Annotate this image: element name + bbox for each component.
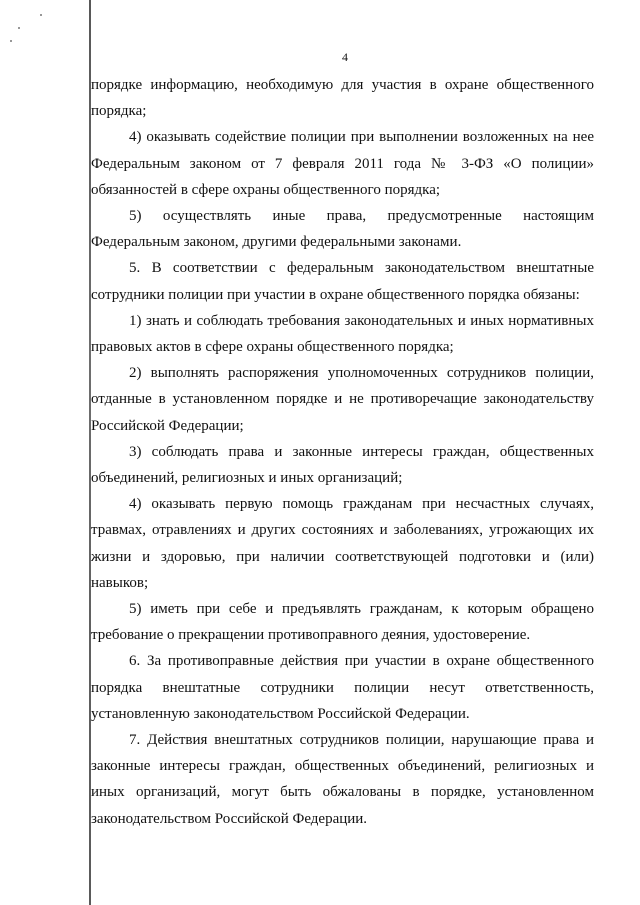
- paragraph: 2) выполнять распоряжения уполномоченных сотрудников полиции, отданные в установленном порядке и не противоречащие законодательству Российской Федерации;: [91, 365, 594, 434]
- paragraph: 5. В соответствии с федеральным законодательством внештатные сотрудники полиции при участии в охране общественного порядка обязаны:: [91, 260, 594, 303]
- paragraph: 4) оказывать содействие полиции при выполнении возложенных на нее Федеральным законом от 7 февраля 2011 года № 3-ФЗ «О полиции» обязанностей в сфере охраны общественного порядка;: [91, 129, 594, 198]
- page-number: 4: [342, 50, 348, 64]
- paragraph: 6. За противоправные действия при участии в охране общественного порядка внештатные сотрудники полиции несут ответственность, установленную законодательством Российской Федерации.: [91, 653, 594, 722]
- paragraph: 4) оказывать первую помощь гражданам при несчастных случаях, травмах, отравлениях и других состояниях и заболеваниях, угрожающих их жизни и здоровью, при наличии соответствующей подготовки и (или) навыков;: [91, 496, 594, 591]
- document-body: [91, 72, 594, 832]
- scan-speck: [10, 40, 12, 42]
- scan-speck: [40, 14, 42, 16]
- paragraph: 3) соблюдать права и законные интересы граждан, общественных объединений, религиозных и иных организаций;: [91, 443, 594, 487]
- paragraph: 1) знать и соблюдать требования законодательных и иных нормативных правовых актов в сфере охраны общественного порядка;: [91, 312, 594, 356]
- scan-speck: [18, 27, 20, 29]
- paragraph: порядке информацию, необходимую для участия в охране общественного порядка;: [91, 77, 594, 120]
- paragraph: 5) осуществлять иные права, предусмотренные настоящим Федеральным законом, другими федеральными законами.: [91, 208, 594, 251]
- paragraph: 7. Действия внештатных сотрудников полиции, нарушающие права и законные интересы граждан, общественных объединений, религиозных и иных организаций, могут быть обжалованы в порядке, установленном законодательством Российской Федерации.: [91, 732, 594, 827]
- paragraph: 5) иметь при себе и предъявлять гражданам, к которым обращено требование о прекращении противоправного деяния, удостоверение.: [91, 601, 594, 644]
